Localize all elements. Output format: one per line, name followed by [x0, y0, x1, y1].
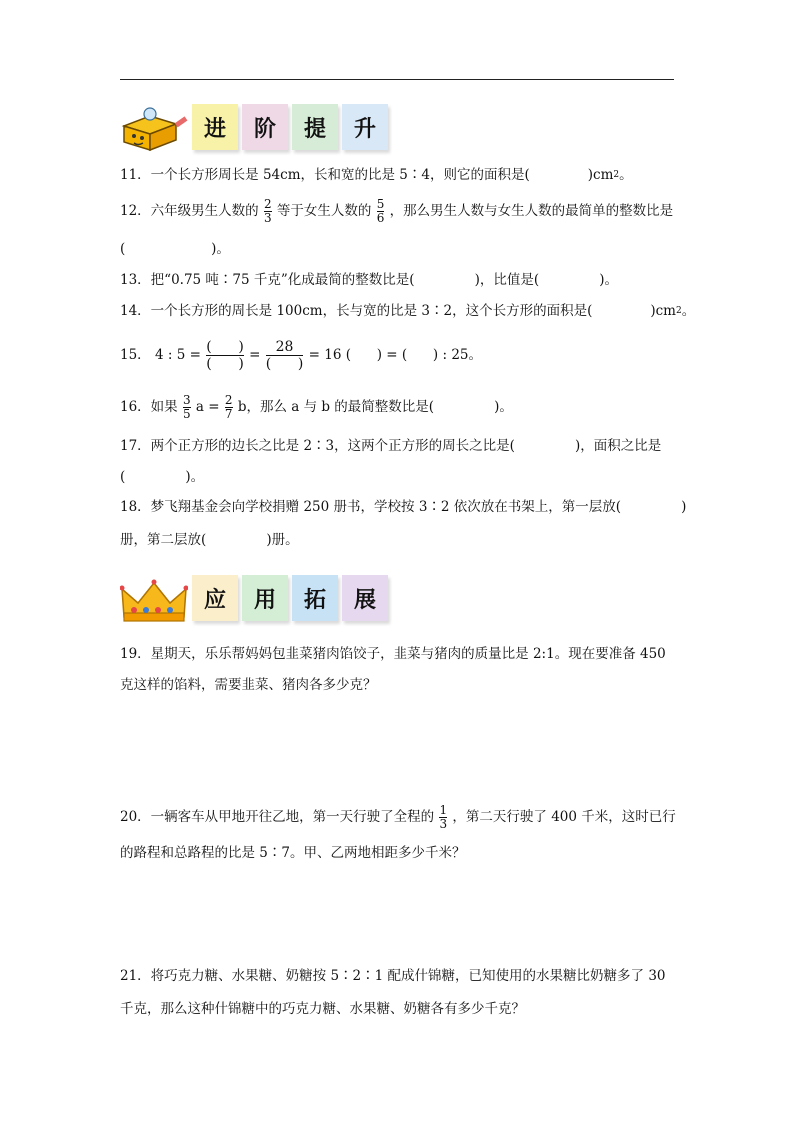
- question-14: 14．一个长方形的周长是 100cm，长与宽的比是 3∶2，这个长方形的面积是( )$cm^2$。: [120, 303, 696, 319]
- fraction: $\frac{3}{5}$: [182, 393, 191, 421]
- banner-tile-4: 展: [342, 575, 388, 621]
- treasure-box-icon: [120, 106, 188, 152]
- question-21: 21．将巧克力糖、水果糖、奶糖按 5∶2∶1 配成什锦糖，已知使用的水果糖比奶糖多了 30: [120, 968, 666, 984]
- fraction: $\frac{2}{3}$: [263, 197, 272, 225]
- banner-tile-2: 用: [242, 575, 288, 621]
- fraction: $\frac{( )}{( )}$: [206, 339, 244, 372]
- question-18: 18．梦飞翔基金会向学校捐赠 250 册书，学校按 3∶2 依次放在书架上，第一层放( ): [120, 499, 687, 515]
- crown-icon: [120, 577, 188, 623]
- header-rule: [120, 79, 674, 80]
- fraction: $\frac{1}{3}$: [439, 803, 448, 831]
- banner-tile-4: 升: [342, 104, 388, 150]
- question-19-line2: 克这样的馅料，需要韭菜、猪肉各多少克？: [120, 677, 377, 693]
- question-20: 20．一辆客车从甲地开往乙地，第一天行驶了全程的 $\frac{1}{3}$ ，第二天行驶了 400 千米，这时已行: [120, 803, 676, 831]
- fraction: $\frac{5}{6}$: [376, 197, 385, 225]
- question-19: 19．星期天，乐乐帮妈妈包韭菜猪肉馅饺子，韭菜与猪肉的质量比是 2:1。现在要准备 450: [120, 646, 666, 662]
- question-13: 13．把“0.75 吨∶75 千克”化成最简的整数比是( )，比值是( )。: [120, 272, 619, 288]
- fraction: $\frac{28}{( )}$: [265, 339, 304, 372]
- banner-tile-3: 提: [292, 104, 338, 150]
- question-17: 17．两个正方形的边长之比是 2∶3，这两个正方形的周长之比是( )，面积之比是: [120, 438, 662, 454]
- question-11: 11．一个长方形周长是 54cm，长和宽的比是 5∶4，则它的面积是( )$cm^2$。: [120, 167, 633, 183]
- banner-tile-1: 应: [192, 575, 238, 621]
- question-16: 16．如果 $\frac{3}{5}$ a = $\frac{2}{7}$ b，那么 a 与 b 的最简整数比是( )。: [120, 393, 513, 421]
- question-12: 12．六年级男生人数的 $\frac{2}{3}$ 等于女生人数的 $\frac{5}{6}$ ，那么男生人数与女生人数的最简单的整数比是: [120, 197, 674, 225]
- question-15: 15． 4 : 5 = $\frac{( )}{( )}$ = $\frac{28}{( )}$ = 16 ( ) = ( ) : 25。: [120, 339, 482, 372]
- banner-tile-2: 阶: [242, 104, 288, 150]
- question-20-line2: 的路程和总路程的比是 5∶7。甲、乙两地相距多少千米？: [120, 845, 466, 861]
- question-12-answer-line: ( )。: [120, 241, 230, 257]
- fraction: $\frac{2}{7}$: [224, 393, 233, 421]
- question-18-line2: 册，第二层放( )册。: [120, 532, 299, 548]
- banner-tile-1: 进: [192, 104, 238, 150]
- question-21-line2: 千克，那么这种什锦糖中的巧克力糖、水果糖、奶糖各有多少千克？: [120, 1001, 525, 1017]
- question-17-line2: ( )。: [120, 469, 205, 485]
- banner-tile-3: 拓: [292, 575, 338, 621]
